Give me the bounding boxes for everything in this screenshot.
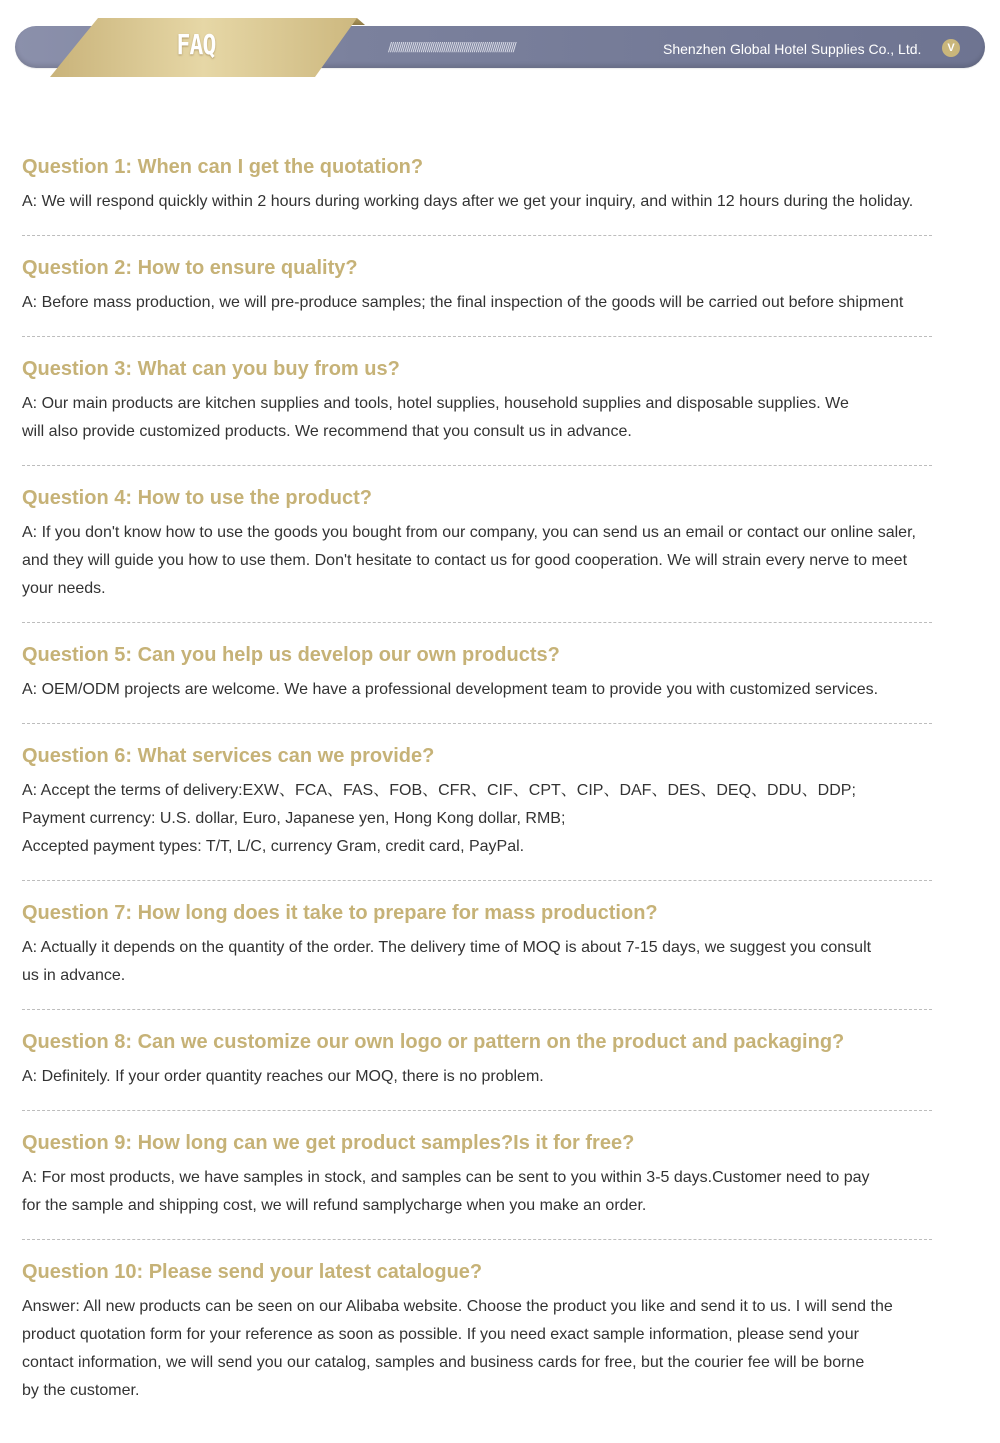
faq-answer-line: A: Our main products are kitchen supplies and tools, hotel supplies, household supplies and disposable supplies. We [22, 395, 849, 412]
faq-list [22, 154, 932, 1443]
faq-question: Question 4: How to use the product? [22, 487, 372, 509]
faq-answer [22, 289, 932, 317]
faq-item [22, 485, 932, 623]
faq-answer-line: A: OEM/ODM projects are welcome. We have a professional development team to provide you with customized services. [22, 681, 879, 698]
faq-question: Question 9: How long can we get product samples?Is it for free? [22, 1132, 635, 1154]
faq-item [22, 356, 932, 466]
faq-answer-line: Payment currency: U.S. dollar, Euro, Japanese yen, Hong Kong dollar, RMB; [22, 810, 566, 827]
faq-answer-line: by the customer. [22, 1382, 140, 1399]
faq-answer-line: A: We will respond quickly within 2 hours during working days after we get your inquiry, and within 12 hours during the holiday. [22, 193, 914, 210]
faq-answer [22, 777, 932, 861]
faq-answer [22, 934, 932, 990]
faq-question: Question 2: How to ensure quality? [22, 257, 358, 279]
faq-answer-line: A: If you don't know how to use the goods you bought from our company, you can send us an email or contact our online saler, [22, 524, 916, 541]
faq-item [22, 743, 932, 881]
faq-answer-line: Accepted payment types: T/T, L/C, currency Gram, credit card, PayPal. [22, 838, 525, 855]
faq-question: Question 8: Can we customize our own logo or pattern on the product and packaging? [22, 1031, 845, 1053]
faq-item [22, 255, 932, 337]
faq-answer-line: contact information, we will send you our catalog, samples and business cards for free, but the courier fee will be borne [22, 1354, 865, 1371]
faq-question: Question 3: What can you buy from us? [22, 358, 400, 380]
faq-item [22, 154, 932, 236]
faq-answer-line: A: Accept the terms of delivery:EXW、FCA、FAS、FOB、CFR、CIF、CPT、CIP、DAF、DES、DEQ、DDU、DDP; [22, 782, 856, 799]
faq-item [22, 900, 932, 1010]
faq-answer-line: A: For most products, we have samples in stock, and samples can be sent to you within 3-5 days.Customer need to pay [22, 1169, 870, 1186]
faq-answer-line: and they will guide you how to use them. Don't hesitate to contact us for good cooperation. We will strain every nerve to meet [22, 552, 908, 569]
faq-answer [22, 188, 932, 216]
faq-header-banner [0, 0, 1000, 95]
faq-answer-line: will also provide customized products. We recommend that you consult us in advance. [22, 423, 632, 440]
faq-answer-line: your needs. [22, 580, 106, 597]
faq-answer [22, 676, 932, 704]
faq-answer [22, 1164, 932, 1220]
faq-item [22, 1029, 932, 1111]
faq-answer [22, 1293, 932, 1405]
faq-question: Question 5: Can you help us develop our own products? [22, 644, 560, 666]
faq-answer [22, 390, 932, 446]
header-decoration: ////////////////////////////////////////////////////////////// [388, 40, 515, 54]
faq-question: Question 1: When can I get the quotation? [22, 156, 424, 178]
faq-answer-line: Answer: All new products can be seen on our Alibaba website. Choose the product you like and send it to us. I will send the [22, 1298, 893, 1315]
faq-item [22, 1259, 932, 1424]
v-badge-icon: V [942, 39, 960, 57]
faq-answer [22, 519, 932, 603]
page-title: FAQ [176, 28, 216, 61]
faq-question: Question 6: What services can we provide? [22, 745, 435, 767]
faq-answer [22, 1063, 932, 1091]
faq-item [22, 1130, 932, 1240]
faq-question: Question 7: How long does it take to prepare for mass production? [22, 902, 658, 924]
faq-answer-line: A: Actually it depends on the quantity of the order. The delivery time of MOQ is about 7-15 days, we suggest you consult [22, 939, 872, 956]
faq-item [22, 642, 932, 724]
faq-question: Question 10: Please send your latest catalogue? [22, 1261, 483, 1283]
company-name: Shenzhen Global Hotel Supplies Co., Ltd. [663, 41, 922, 57]
faq-answer-line: for the sample and shipping cost, we will refund samplycharge when you make an order. [22, 1197, 647, 1214]
faq-answer-line: A: Definitely. If your order quantity reaches our MOQ, there is no problem. [22, 1068, 544, 1085]
faq-answer-line: A: Before mass production, we will pre-produce samples; the final inspection of the goods will be carried out before shipment [22, 294, 904, 311]
faq-answer-line: us in advance. [22, 967, 126, 984]
faq-answer-line: product quotation form for your reference as soon as possible. If you need exact sample information, please send your [22, 1326, 859, 1343]
